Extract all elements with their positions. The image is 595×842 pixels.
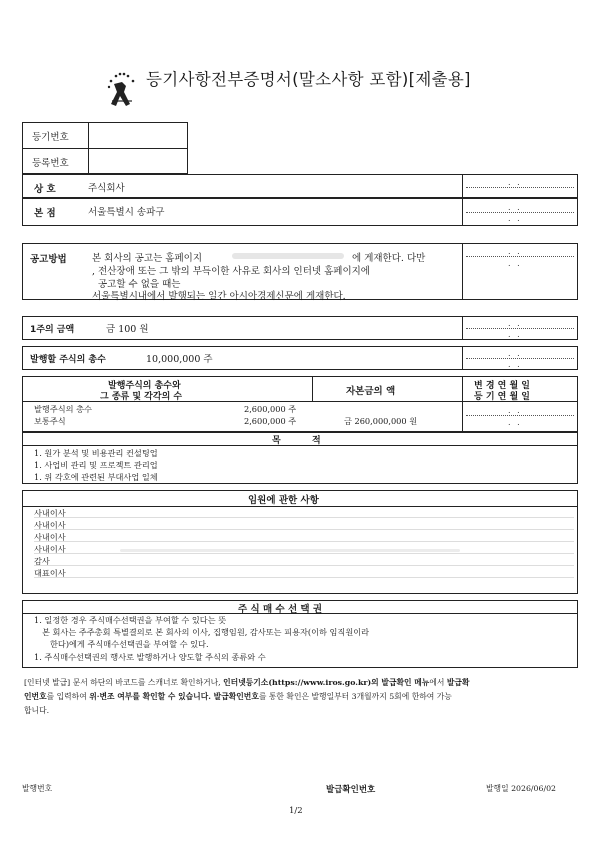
notice-line-2: , 전산장애 또는 그 밖의 부득이한 사유로 회사의 인터넷 홈페이지에 — [92, 266, 370, 277]
registry-number-label: 등기번호 — [32, 132, 69, 143]
officer-row-2: 사내이사 — [34, 520, 66, 530]
purpose-item-3: 1. 위 각호에 관련된 부대사업 일체 — [34, 472, 158, 482]
stock-option-line-3: 한다)에게 주식매수선택권을 부여할 수 있다. — [50, 639, 209, 649]
stock-row1-label: 발행주식의 총수 — [34, 404, 92, 414]
stock-header-col1-line1: 발행주식의 총수와 — [108, 381, 181, 391]
notice-line-1b: 에 게재한다. 다만 — [352, 253, 426, 264]
officer-row-6: 대표이사 — [34, 568, 66, 578]
stock-header-col3-line2: 등 기 연 월 일 — [474, 392, 531, 402]
notice-line-1: 본 회사의 공고는 홈페이지 — [92, 253, 203, 264]
company-name-value: 주식회사 — [88, 183, 125, 194]
registration-number-label: 등록번호 — [32, 158, 69, 169]
stock-capital-value: 금 260,000,000 원 — [344, 416, 418, 426]
purpose-item-1: 1. 원가 분석 및 비용관리 컨설팅업 — [34, 448, 158, 458]
total-shares-value: 10,000,000 주 — [146, 354, 213, 365]
stock-row2-value: 2,600,000 주 — [244, 416, 297, 426]
stock-option-title: 주 식 매 수 선 택 권 — [238, 604, 323, 615]
stock-header-col2: 자본금의 액 — [346, 386, 396, 397]
stock-row1-value: 2,600,000 주 — [244, 404, 297, 414]
page-number: 1/2 — [289, 806, 303, 816]
stock-option-line-4: 1. 주식매수선택권의 행사로 발행하거나 양도할 주식의 종류와 수 — [34, 652, 266, 662]
issue-number-label: 발행번호 — [22, 784, 53, 793]
officer-row-1: 사내이사 — [34, 508, 66, 518]
confirm-number-label: 발급확인번호 — [326, 785, 376, 795]
verification-notice: [인터넷 발급] 문서 하단의 바코드를 스캐너로 확인하거나, 인터넷등기소(https://www.iros.go.kr)의 발급확인 메뉴에서 발급확 인번호를 입력하여 위·변조 여부를 확인할 수 있습니다. 발급확인번호를 통한 확인은 발행일부터 3개월까지 5회에 한하여 가능 합니다. — [24, 678, 470, 715]
officers-title: 임원에 관한 사항 — [248, 495, 319, 506]
officer-row-4: 사내이사 — [34, 544, 66, 554]
headquarters-value: 서울특별시 송파구 — [88, 207, 165, 218]
stock-header-col1-line2: 그 종류 및 각각의 수 — [100, 392, 183, 402]
document-title: 등기사항전부증명서(말소사항 포함)[제출용] — [146, 70, 471, 89]
stock-option-line-2: 본 회사는 주주총회 특별결의로 본 회사의 이사, 집행임원, 감사또는 피용자(이하 임직원이라 — [42, 627, 370, 637]
share-value-value: 금 100 원 — [106, 324, 149, 335]
share-value-label: 1주의 금액 — [30, 325, 75, 335]
officer-row-3: 사내이사 — [34, 532, 66, 542]
stock-header-col3-line1: 변 경 연 월 일 — [474, 381, 531, 391]
stock-row2-label: 보통주식 — [34, 416, 66, 426]
court-emblem-icon — [102, 70, 142, 112]
officer-row-5: 감사 — [34, 556, 50, 566]
notice-line-3: 공고할 수 없을 때는 — [98, 279, 181, 290]
notice-line-4: 서울특별시내에서 발행되는 일간 아시아경제신문에 게재한다. — [92, 291, 346, 302]
purpose-item-2: 1. 사업비 관리 및 프로젝트 관리업 — [34, 460, 158, 470]
company-name-label: 상 호 — [34, 184, 56, 195]
purpose-title: 목 적 — [272, 436, 321, 446]
issue-date: 발행일 2026/06/02 — [486, 784, 557, 793]
total-shares-label: 발행할 주식의 총수 — [30, 355, 106, 365]
notice-method-label: 공고방법 — [30, 254, 67, 265]
stock-option-line-1: 1. 일정한 경우 주식매수선택권을 부여할 수 있다는 뜻 — [34, 615, 227, 625]
headquarters-label: 본 점 — [34, 208, 56, 219]
